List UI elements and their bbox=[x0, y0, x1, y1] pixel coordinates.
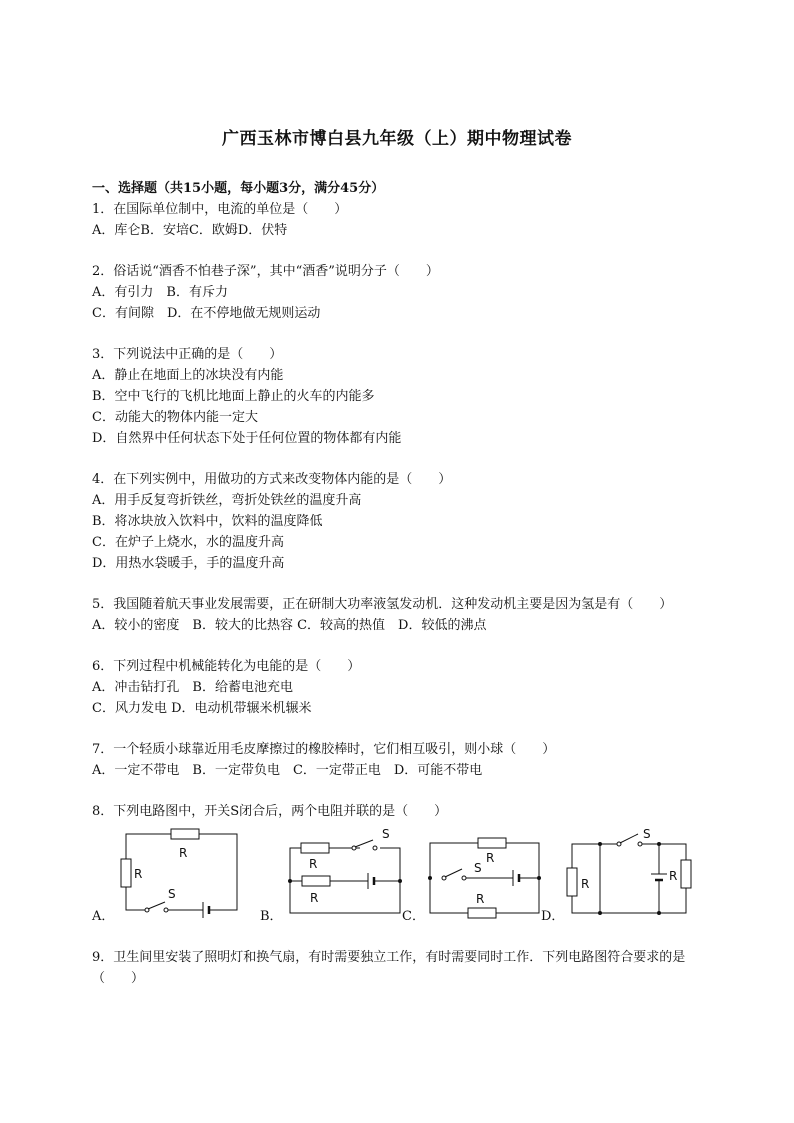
question-4-option: C．在炉子上烧水，水的温度升高 bbox=[92, 535, 284, 550]
question-1-option: A．库仑B．安培C．欧姆D．伏特 bbox=[92, 223, 288, 238]
question-7-option: A．一定不带电 B．一定带负电 C．一定带正电 D．可能不带电 bbox=[92, 763, 483, 778]
section-heading: 一、选择题（共15小题，每小题3分，满分45分） bbox=[92, 181, 385, 196]
label-s: S bbox=[382, 827, 390, 841]
label-r: R bbox=[486, 851, 495, 865]
resistor-icon bbox=[171, 829, 199, 839]
question-2-option: A．有引力 B．有斥力 bbox=[92, 285, 228, 300]
question-4-option: D．用热水袋暖手，手的温度升高 bbox=[92, 556, 285, 571]
question-8-circuits bbox=[92, 822, 712, 932]
question-6-option: A．冲击钻打孔 B．给蓄电池充电 bbox=[92, 680, 293, 695]
label-s: S bbox=[474, 861, 482, 875]
label-s: S bbox=[168, 887, 176, 901]
question-2-stem: 2．俗话说“酒香不怕巷子深”，其中“酒香”说明分子（ ） bbox=[92, 264, 439, 279]
label-r: R bbox=[179, 846, 188, 860]
switch-icon bbox=[445, 869, 462, 877]
questions bbox=[92, 178, 712, 822]
circuit-d bbox=[567, 827, 691, 915]
question-1-stem: 1．在国际单位制中，电流的单位是（ ） bbox=[92, 202, 348, 217]
question-6-option: C．风力发电 D．电动机带辗米机辗米 bbox=[92, 701, 312, 716]
question-3-option: A．静止在地面上的冰块没有内能 bbox=[92, 368, 284, 383]
question-3-stem: 3．下列说法中正确的是（ ） bbox=[92, 347, 283, 362]
label-r: R bbox=[310, 891, 319, 905]
circuit-a-label: A． bbox=[92, 909, 115, 924]
switch-icon bbox=[148, 902, 165, 909]
question-2-option: C．有间隙 D．在不停地做无规则运动 bbox=[92, 306, 321, 321]
circuit-c-label: C． bbox=[402, 909, 425, 924]
resistor-icon bbox=[681, 860, 691, 888]
question-3-option: C．动能大的物体内能一定大 bbox=[92, 410, 258, 425]
question-4-option: A．用手反复弯折铁丝，弯折处铁丝的温度升高 bbox=[92, 493, 362, 508]
label-r: R bbox=[581, 877, 590, 891]
resistor-icon bbox=[468, 908, 496, 918]
question-4-stem: 4．在下列实例中，用做功的方式来改变物体内能的是（ ） bbox=[92, 472, 452, 487]
circuit-b-label: B． bbox=[260, 909, 283, 924]
page-title: 广西玉林市博白县九年级（上）期中物理试卷 bbox=[222, 129, 572, 149]
question-7-stem: 7．一个轻质小球靠近用毛皮摩擦过的橡胶棒时，它们相互吸引，则小球（ ） bbox=[92, 742, 556, 757]
question-5-option: A．较小的密度 B．较大的比热容 C．较高的热值 D．较低的沸点 bbox=[92, 618, 487, 633]
resistor-icon bbox=[478, 838, 506, 848]
label-r: R bbox=[134, 867, 143, 881]
question-3-option: D．自然界中任何状态下处于任何位置的物体都有内能 bbox=[92, 431, 402, 446]
circuit-d-label: D． bbox=[541, 909, 565, 924]
circuit-b bbox=[288, 827, 402, 913]
label-r: R bbox=[669, 869, 678, 883]
label-r: R bbox=[476, 892, 485, 906]
question-4-option: B．将冰块放入饮料中，饮料的温度降低 bbox=[92, 514, 323, 529]
resistor-icon bbox=[301, 843, 329, 853]
circuit-a bbox=[121, 829, 237, 918]
question-6-stem: 6．下列过程中机械能转化为电能的是（ ） bbox=[92, 659, 361, 674]
resistor-icon bbox=[567, 868, 577, 896]
resistor-icon bbox=[121, 859, 131, 887]
question-8-stem: 8．下列电路图中，开关S闭合后，两个电阻并联的是（ ） bbox=[92, 804, 448, 819]
question-3-option: B．空中飞行的飞机比地面上静止的火车的内能多 bbox=[92, 389, 375, 404]
question-9-stem: 9．卫生间里安装了照明灯和换气扇，有时需要独立工作，有时需要同时工作．下列电路图符合要求的是（ ） bbox=[92, 950, 686, 986]
resistor-icon bbox=[302, 876, 330, 886]
switch-icon bbox=[355, 840, 373, 847]
label-s: S bbox=[643, 827, 651, 841]
switch-icon bbox=[620, 834, 638, 843]
label-r: R bbox=[309, 857, 318, 871]
question-5-stem: 5．我国随着航天事业发展需要，正在研制大功率液氢发动机．这种发动机主要是因为氢是有（ ） bbox=[92, 597, 673, 612]
circuit-c bbox=[428, 838, 541, 918]
